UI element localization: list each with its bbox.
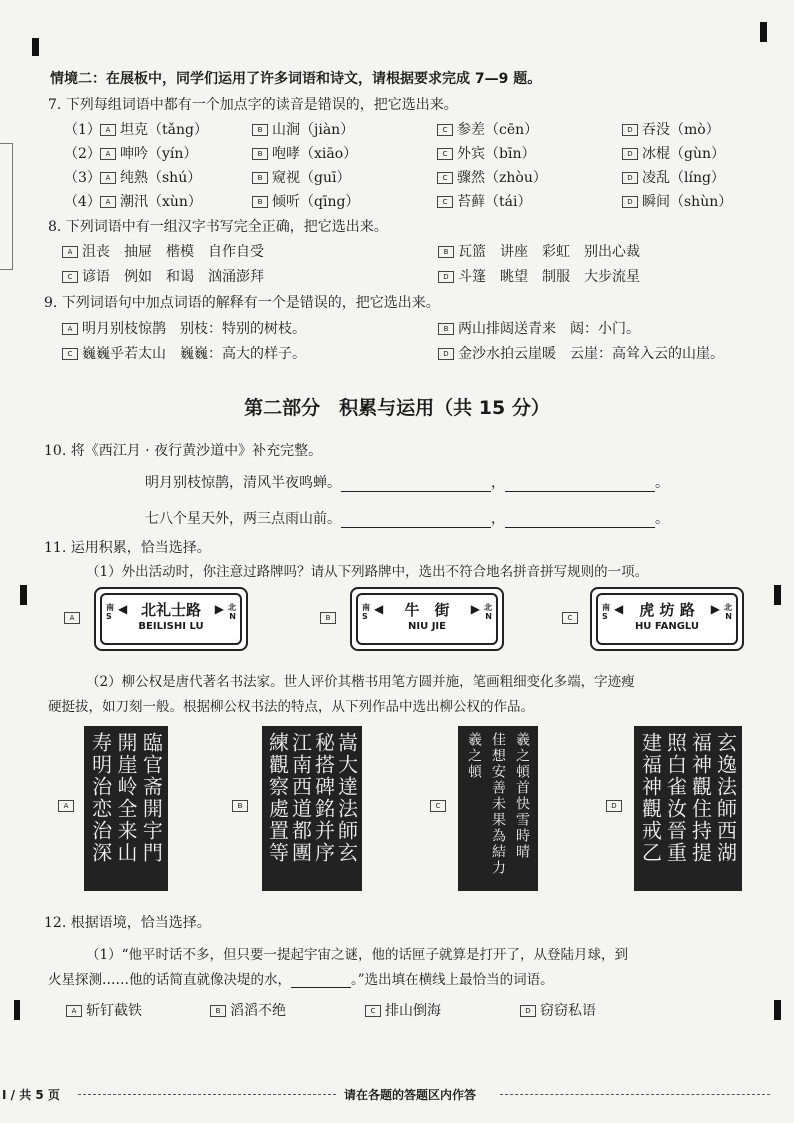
calligraphy-column: 玄逸法師西湖 <box>713 732 738 864</box>
option-letter-box: B <box>252 172 268 184</box>
option-text: 潮汛（xùn） <box>120 194 202 210</box>
option-text: 凌乱（líng） <box>642 170 725 186</box>
option-text: 倾听（qīng） <box>272 194 360 210</box>
q11-sub2-line2: 硬挺拔，如刀刻一般。根据柳公权书法的特点，从下列作品中选出柳公权的作品。 <box>48 699 534 715</box>
option-letter-box: C <box>437 196 453 208</box>
q10-line2-text: 七八个星天外，两三点雨山前。 <box>145 511 341 527</box>
sign-option-c-box[interactable]: C <box>562 612 578 624</box>
option-text: 参差（cēn） <box>457 122 539 138</box>
q10-comma-1: ， <box>491 475 505 491</box>
context-line: 情境二：在展板中，同学们运用了许多词语和诗文，请根据要求完成 7—9 题。 <box>50 71 542 87</box>
q7-group-3-option-d[interactable] <box>622 167 725 187</box>
q10-comma-2: ， <box>491 511 505 527</box>
sign-name: 虎 坊 路 <box>639 601 695 619</box>
calligraphy-column: 開崖岭全来山 <box>113 732 138 864</box>
registration-mark-top-left <box>32 38 39 56</box>
calligraphy-work-d[interactable] <box>634 726 742 891</box>
option-text: 骤然（zhòu） <box>457 170 547 186</box>
q11-stem: 11. 运用积累，恰当选择。 <box>44 540 211 556</box>
page-number: I / 共 5 页 <box>2 1088 60 1102</box>
q11-sub1: （1）外出活动时，你注意过路牌吗？请从下列路牌中，选出不符合地名拼音拼写规则的一项。 <box>86 564 649 580</box>
q7-group-4-option-d[interactable] <box>622 191 732 211</box>
q8-option-a[interactable]: A 沮丧 抽屉 楷模 自作自受 <box>62 241 264 261</box>
q7-group-4-option-c[interactable] <box>437 191 531 211</box>
sign-name: 北礼士路 <box>140 601 201 619</box>
road-sign-b[interactable] <box>350 587 504 651</box>
registration-mark-top-right <box>760 22 767 42</box>
option-letter-box: C <box>437 172 453 184</box>
q11-sub2-line1: （2）柳公权是唐代著名书法家。世人评价其楷书用笔方圆并施，笔画粗细变化多端，字迹瘦 <box>86 674 635 690</box>
q12-option-a[interactable]: A 斩钉截铁 <box>66 1000 142 1020</box>
option-letter-box: C <box>437 124 453 136</box>
option-text: 纯熟（shú） <box>120 170 202 186</box>
arrow-right-icon: ▶ <box>214 602 224 616</box>
option-text: 坦克（tǎng） <box>120 122 208 138</box>
option-text: 瞬间（shùn） <box>642 194 733 210</box>
option-letter-box: D <box>622 172 638 184</box>
q7-group-3-option-c[interactable] <box>437 167 547 187</box>
q8-option-b[interactable]: B 瓦篮 讲座 彩虹 别出心裁 <box>438 241 640 261</box>
registration-mark-mid-left <box>20 585 27 605</box>
calligraphy-column: 羲之頓 <box>466 732 482 780</box>
footer-dash-right <box>500 1094 770 1095</box>
q7-group-1-option-a[interactable] <box>100 119 208 139</box>
q12-option-b[interactable]: B 滔滔不绝 <box>210 1000 286 1020</box>
q10-blank-2[interactable] <box>505 491 655 492</box>
q12-option-c[interactable]: C 排山倒海 <box>365 1000 441 1020</box>
footer-dash-left <box>78 1094 336 1095</box>
sign-pinyin: NIU JIE <box>408 621 446 632</box>
calligraphy-option-c-box[interactable]: C <box>430 800 446 812</box>
q10-blank-3[interactable] <box>341 527 491 528</box>
calligraphy-column: 臨官斋開宇門 <box>139 732 164 864</box>
q7-group-4-option-a[interactable] <box>100 191 202 211</box>
q12-sub1-line2 <box>48 968 554 988</box>
q10-line1-text: 明月别枝惊鹊，清风半夜鸣蝉。 <box>145 475 341 491</box>
arrow-left-icon: ◀ <box>118 602 128 616</box>
option-letter-box: D <box>622 124 638 136</box>
q10-period-1: 。 <box>655 475 669 491</box>
registration-mark-bottom-left <box>14 1000 20 1020</box>
q7-stem: 7. 下列每组词语中都有一个加点字的读音是错误的，把它选出来。 <box>48 97 458 113</box>
q7-group-2-option-a[interactable] <box>100 143 197 163</box>
registration-mark-mid-right <box>774 585 781 605</box>
q10-blank-4[interactable] <box>505 527 655 528</box>
option-letter-box: A <box>100 124 116 136</box>
q7-group-1-option-d[interactable] <box>622 119 720 139</box>
q9-option-b[interactable]: B 两山排闼送青来 闼：小门。 <box>438 318 640 338</box>
calligraphy-column: 江南西道都團 <box>288 732 313 864</box>
q9-option-c[interactable]: C 巍巍乎若太山 巍巍：高大的样子。 <box>62 343 306 363</box>
sign-north-label: ▶ 北 N <box>470 602 492 621</box>
option-letter-box: B <box>252 148 268 160</box>
calligraphy-column: 建福神觀戒乙 <box>638 732 663 864</box>
q7-group-1-option-c[interactable] <box>437 119 538 139</box>
q7-group-4-option-b[interactable] <box>252 191 359 211</box>
q12-option-d[interactable]: D 窃窃私语 <box>520 1000 596 1020</box>
q12-sub1-line2-a: 火星探测……他的话简直就像决堤的水， <box>48 972 291 988</box>
calligraphy-column: 秘搭碑銘并序 <box>311 732 336 864</box>
q7-group-number: （1） <box>64 122 101 138</box>
q7-group-number: （4） <box>64 194 101 210</box>
sign-option-b-box[interactable]: B <box>320 612 336 624</box>
q10-line1 <box>145 472 669 492</box>
q7-group-2-option-d[interactable] <box>622 143 725 163</box>
q7-group-3-option-b[interactable] <box>252 167 350 187</box>
calligraphy-column: 福神觀住持提 <box>688 732 713 864</box>
q7-group-2-option-c[interactable] <box>437 143 535 163</box>
calligraphy-option-d-box[interactable]: D <box>606 800 622 812</box>
arrow-left-icon: ◀ <box>374 602 384 616</box>
calligraphy-column: 嵩大達法師玄 <box>334 732 359 864</box>
q12-sub1-line2-b: 。”选出填在横线上最恰当的词语。 <box>351 972 554 988</box>
calligraphy-work-b[interactable] <box>262 726 362 891</box>
q7-group-1-option-b[interactable] <box>252 119 354 139</box>
q9-option-d[interactable]: D 金沙水拍云崖暖 云崖：高耸入云的山崖。 <box>438 343 724 363</box>
q10-line2 <box>145 508 669 528</box>
q7-group-2-option-b[interactable] <box>252 143 357 163</box>
sign-south-label: 南 S ◀ <box>602 602 624 621</box>
q8-option-d[interactable]: D 斗篷 眺望 制服 大步流星 <box>438 266 640 286</box>
calligraphy-column: 羲之頓首快雪時晴 <box>514 732 530 860</box>
sign-north-label: ▶ 北 N <box>710 602 732 621</box>
option-letter-box: A <box>100 196 116 208</box>
road-sign-c[interactable] <box>590 587 744 651</box>
option-letter-box: B <box>252 196 268 208</box>
option-letter-box: A <box>100 148 116 160</box>
option-text: 呻吟（yín） <box>120 146 198 162</box>
option-letter-box: D <box>622 196 638 208</box>
option-letter-box: C <box>437 148 453 160</box>
q12-sub1-line1: （1）“他平时话不多，但只要一提起宇宙之谜，他的话匣子就算是打开了，从登陆月球，到 <box>86 947 628 963</box>
q12-stem: 12. 根据语境，恰当选择。 <box>44 915 211 931</box>
sign-south-label: 南 S ◀ <box>106 602 128 621</box>
section-title: 第二部分 积累与运用（共 15 分） <box>244 397 550 419</box>
option-text: 外宾（bīn） <box>457 146 536 162</box>
q8-option-c[interactable]: C 谚语 例如 和谒 汹涌澎拜 <box>62 266 264 286</box>
option-text: 咆哮（xiāo） <box>272 146 358 162</box>
road-sign-a[interactable] <box>94 587 248 651</box>
sign-north-label: ▶ 北 N <box>214 602 236 621</box>
q8-stem: 8. 下列词语中有一组汉字书写完全正确，把它选出来。 <box>48 219 388 235</box>
q10-period-2: 。 <box>655 511 669 527</box>
q7-group-3-option-a[interactable] <box>100 167 201 187</box>
margin-bracket <box>0 143 13 270</box>
calligraphy-option-b-box[interactable]: B <box>232 800 248 812</box>
option-text: 苔藓（tái） <box>457 194 532 210</box>
calligraphy-work-c[interactable] <box>458 726 538 891</box>
arrow-right-icon: ▶ <box>470 602 480 616</box>
q7-group-number: （2） <box>64 146 101 162</box>
calligraphy-column: 寿明治恋治深 <box>88 732 113 864</box>
option-text: 窥视（guī） <box>272 170 351 186</box>
option-letter-box: B <box>252 124 268 136</box>
option-letter-box: A <box>100 172 116 184</box>
sign-south-label: 南 S ◀ <box>362 602 384 621</box>
calligraphy-column: 照白雀汝晉重 <box>663 732 688 864</box>
q10-stem: 10. 将《西江月 · 夜行黄沙道中》补充完整。 <box>44 443 323 459</box>
calligraphy-column: 練觀察處置等 <box>265 732 290 864</box>
calligraphy-column: 佳想安善未果為結力 <box>490 732 506 876</box>
calligraphy-option-a-box[interactable]: A <box>58 800 74 812</box>
q9-option-a[interactable]: A 明月别枝惊鹊 别枝：特别的树枝。 <box>62 318 306 338</box>
registration-mark-bottom-right <box>774 1000 781 1020</box>
option-text: 冰棍（gùn） <box>642 146 725 162</box>
q9-stem: 9. 下列词语句中加点词语的解释有一个是错误的，把它选出来。 <box>44 295 440 311</box>
sign-pinyin: BEILISHI LU <box>138 621 204 632</box>
calligraphy-work-a[interactable] <box>84 726 168 891</box>
footer-note: 请在各题的答题区内作答 <box>344 1088 477 1102</box>
arrow-left-icon: ◀ <box>614 602 624 616</box>
q10-blank-1[interactable] <box>341 491 491 492</box>
arrow-right-icon: ▶ <box>710 602 720 616</box>
q12-blank[interactable] <box>291 987 351 988</box>
option-text: 山涧（jiàn） <box>272 122 355 138</box>
option-text: 吞没（mò） <box>642 122 720 138</box>
q7-group-number: （3） <box>64 170 101 186</box>
sign-name: 牛 街 <box>404 601 450 619</box>
option-letter-box: D <box>622 148 638 160</box>
sign-pinyin: HU FANGLU <box>634 621 700 632</box>
sign-option-a-box[interactable]: A <box>64 612 80 624</box>
